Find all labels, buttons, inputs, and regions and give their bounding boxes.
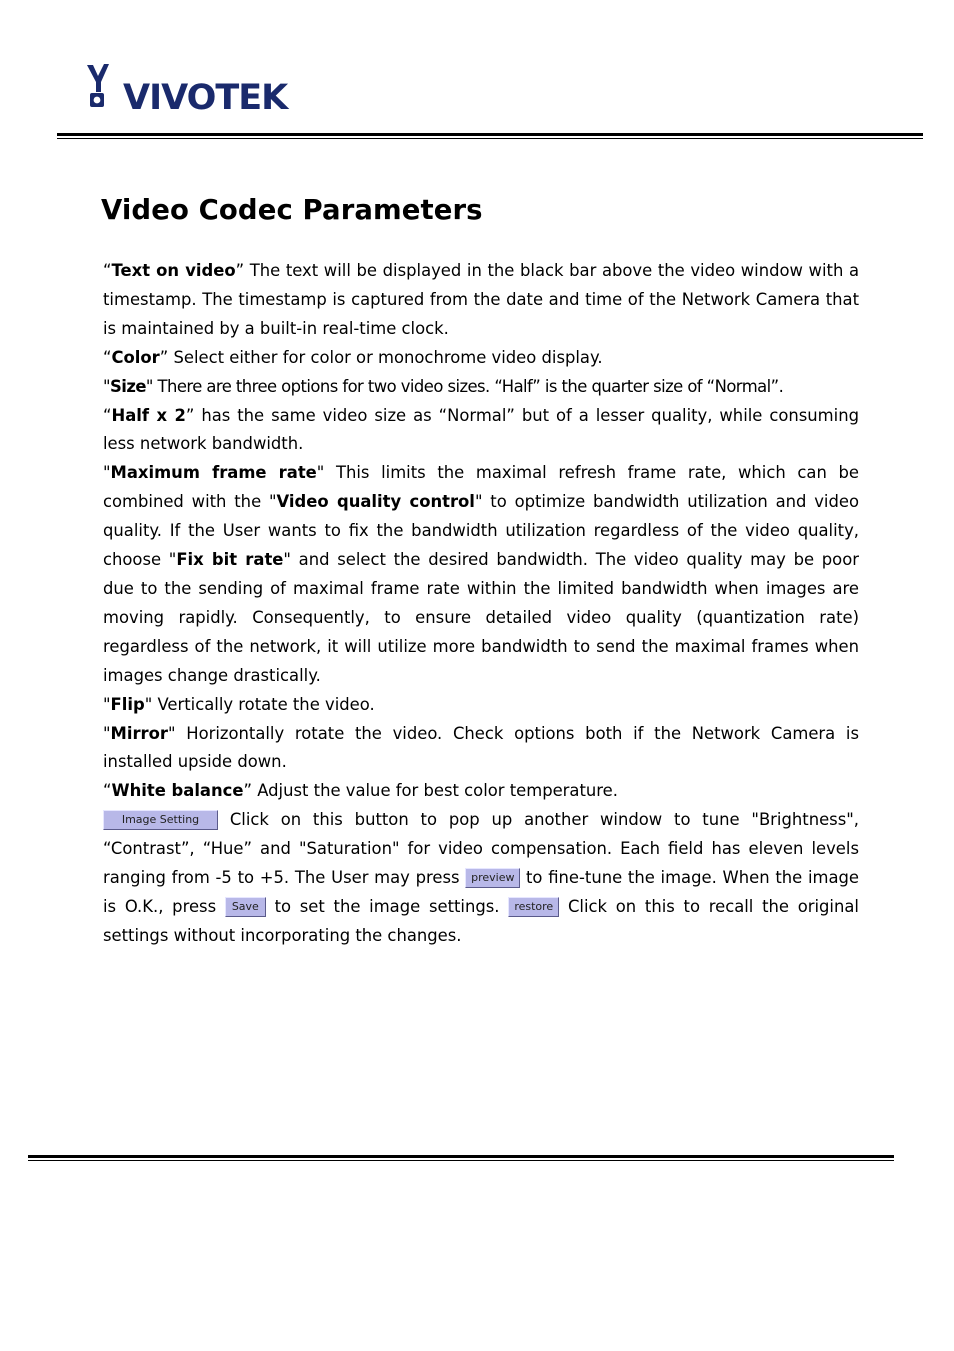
paragraph-half-x2: “Half x 2” has the same video size as “Normal” but of a lesser quality, while consuming less network bandwidth. [103,405,859,454]
paragraph-size: "Size" There are three options for two video sizes. “Half” is the quarter size of “Normal”. [103,376,784,396]
paragraph-image-setting: Image Setting Click on this button to pop up another window to tune "Brightness", “Contrast”, “Hue” and "Saturation" for video compensation. Each field has eleven levels ranging from -5 to +5. The User may press preview to fine-tune the image. When the image is O.K., press Save to set the image settings. restore Click on this to recall the original settings without incorporating the changes. [103,810,860,945]
term-size: Size [110,376,146,396]
term-video-quality-control: Video quality control [276,492,475,512]
footer-divider [28,1155,894,1161]
paragraph-maximum-frame-rate: "Maximum frame rate" This limits the maximal refresh frame rate, which can be combined with the "Video quality control" to optimize bandwidth utilization and video quality. If the User wants to fix the bandwidth utilization regardless of the video quality, choose "Fix bit rate" and select the desired bandwidth. The video quality may be poor due to the sending of maximal frame rate within the limited bandwidth when images are moving rapidly. Consequently, to ensure detailed video quality (quantization rate) regardless of the network, it will utilize more bandwidth to send the maximal frames when images change drastically. [103,463,860,685]
header-divider [57,133,923,139]
document-body [103,257,859,951]
term-mirror: Mirror [110,723,168,743]
svg-text:VIVOTEK: VIVOTEK [123,78,288,114]
paragraph-white-balance: “White balance” Adjust the value for best color temperature. [103,781,618,801]
vivotek-logo [85,62,295,114]
term-white-balance: White balance [111,781,244,801]
term-fix-bit-rate: Fix bit rate [176,550,284,570]
term-maximum-frame-rate: Maximum frame rate [110,463,317,483]
term-flip: Flip [110,694,145,714]
term-half-x2: Half x 2 [111,405,186,425]
save-button[interactable]: Save [225,897,266,917]
term-text-on-video: Text on video [111,261,236,280]
paragraph-mirror: "Mirror" Horizontally rotate the video. Check options both if the Network Camera is installed upside down. [103,723,859,772]
restore-button[interactable]: restore [508,897,559,917]
image-setting-button[interactable]: Image Setting [103,810,218,830]
preview-button[interactable]: preview [465,868,520,888]
paragraph-text-on-video: “Text on video” The text will be displayed in the black bar above the video window with a timestamp. The timestamp is captured from the date and time of the Network Camera that is maintained by a built-in real-time clock. [103,261,859,338]
paragraph-flip: "Flip" Vertically rotate the video. [103,694,375,714]
term-color: Color [111,347,160,367]
page-title: Video Codec Parameters [101,194,483,226]
paragraph-color: “Color” Select either for color or monochrome video display. [103,347,603,367]
